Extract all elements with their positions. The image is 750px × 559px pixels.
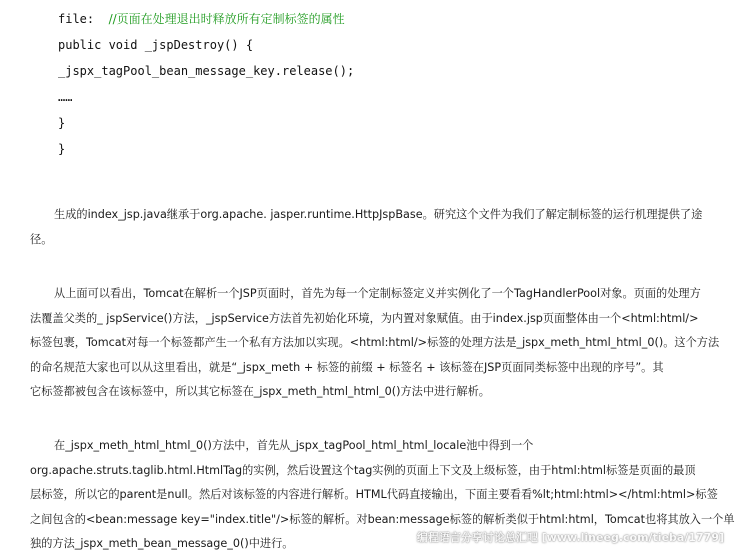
paragraph-2-line: 法覆盖父类的_ jspService()方法，_jspService方法首先初始化环境，为内置对象赋值。由于index.jsp页面整体由一个<html:html/> [30,311,699,325]
code-file-label: file: [58,12,109,26]
paragraph-3-line: 层标签，所以它的parent是null。然后对该标签的内容进行解析。HTML代码直接输出，下面主要看看%lt;html:html></html:html>标签 [30,488,718,501]
paragraph-1-line: 生成的index_jsp.java继承于org.apache. jasper.runtime.HttpJspBase。研究这个文件为我们了解定制标签的运行机理提供了途 [54,208,703,221]
code-line-2: public void _jspDestroy() { [58,38,254,52]
code-line-4: …… [58,90,73,104]
paragraph-2-line: 的命名规范大家也可以从这里看出，就是“_jspx_meth + 标签的前缀 + 标签名 + 该标签在JSP页面同类标签中出现的序号”。其 [30,360,664,374]
paragraph-3-line: 在_jspx_meth_html_html_0()方法中，首先从_jspx_tagPool_html_html_locale池中得到一个 [54,439,534,452]
paragraph-1 [30,203,738,252]
paragraph-3-line: 之间包含的<bean:message key="index.title"/>标签的解析。对bean:message标签的解析类似于html:html，Tomcat也将其放入一个单 [30,512,735,526]
code-comment: //页面在处理退出时释放所有定制标签的属性 [108,12,345,26]
code-line-5: } [58,116,66,130]
code-line-6: } [58,142,66,156]
paragraph-2-line: 标签包裹，Tomcat对每一个标签都产生一个私有方法加以实现。<html:html/>标签的处理方法是_jspx_meth_html_html_0()。这个方法 [30,336,720,349]
paragraph-2-line: 从上面可以看出，Tomcat在解析一个JSP页面时，首先为每一个定制标签定义并实例化了一个TagHandlerPool对象。页面的处理方 [54,287,701,300]
code-file-line [58,6,354,32]
paragraph-3-line: org.apache.struts.taglib.html.HtmlTag的实例，然后设置这个tag实例的页面上下文及上级标签，由于html:html标签是页面的最顶 [30,463,696,477]
paragraph-2-line: 它标签都被包含在该标签中，所以其它标签在_jspx_meth_html_html_0()方法中进行解析。 [30,385,490,398]
paragraph-3-line: 独的方法_jspx_meth_bean_message_0()中进行。 [30,537,294,550]
code-line-3: _jspx_tagPool_bean_message_key.release(); [58,64,355,78]
paragraph-2 [30,282,738,405]
paragraph-1-line: 径。 [30,232,53,246]
code-snippet [58,6,354,162]
watermark: 编程语言分享讨论总汇吧 [www.lineeg.com/tieba/1779] [416,531,724,544]
